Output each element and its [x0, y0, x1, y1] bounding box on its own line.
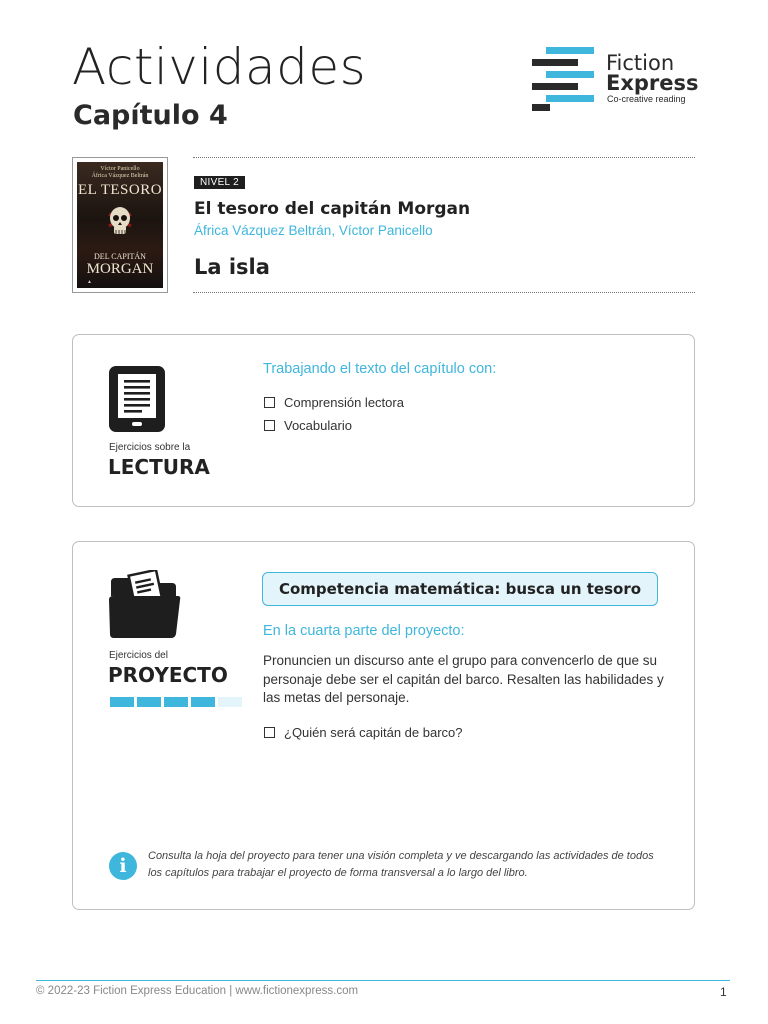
info-icon: i [109, 852, 137, 880]
logo-bar [532, 104, 550, 111]
logo-bar [546, 47, 594, 54]
footer-divider [36, 980, 730, 981]
lectura-small-label: Ejercicios sobre la [109, 442, 191, 453]
checklist-label: Comprensión lectora [284, 395, 404, 410]
project-progress [110, 697, 246, 707]
info-text: Consulta la hoja del proyecto para tener una visión completa y ve descargando las actividades de todos los capítulos para trabajar el proyecto de forma transversal a lo largo del libro. [148, 850, 654, 879]
page-number: 1 [720, 985, 727, 999]
progress-segment [164, 697, 188, 707]
checkbox[interactable] [264, 397, 275, 408]
checkbox[interactable] [264, 727, 275, 738]
logo-text: Express [606, 71, 699, 95]
proyecto-small-label: Ejercicios del [109, 650, 168, 661]
fiction-express-logo [532, 46, 702, 114]
book-cover [72, 157, 168, 293]
progress-segment [137, 697, 161, 707]
logo-text: Fiction [606, 51, 675, 75]
book-authors: África Vázquez Beltrán, Víctor Panicello [194, 223, 433, 238]
proyecto-heading: En la cuarta parte del proyecto: [263, 623, 465, 639]
divider [193, 157, 695, 158]
progress-segment [191, 697, 215, 707]
page-title: Actividades [72, 38, 367, 96]
checklist-label: Vocabulario [284, 418, 352, 433]
logo-bar [546, 71, 594, 78]
proyecto-body: Pronuncien un discurso ante el grupo para convencerlo de que su personaje debe ser el capitán del barco. Resalten las habilidades y las metas del personaje. [263, 653, 664, 705]
folder-icon [108, 570, 182, 640]
chapter-title: Capítulo 4 [73, 100, 228, 131]
cover-author: África Vázquez Beltrán [91, 173, 149, 179]
cover-title: MORGAN [86, 261, 154, 277]
cover-title: DEL CAPITÁN [94, 252, 146, 261]
chapter-name: La isla [194, 255, 270, 279]
logo-bar [532, 59, 578, 66]
competencia-pill: Competencia matemática: busca un tesoro [262, 572, 658, 606]
footer-copyright: © 2022-23 Fiction Express Education | www.fictionexpress.com [36, 985, 359, 997]
publisher-icon: ▲ [87, 279, 92, 285]
cover-author: Víctor Panicello [100, 166, 140, 172]
ereader-icon [108, 365, 168, 433]
logo-bar [546, 95, 594, 102]
skull-icon [105, 204, 135, 240]
checkbox[interactable] [264, 420, 275, 431]
lectura-heading: Trabajando el texto del capítulo con: [263, 361, 497, 377]
cover-title: EL TESORO [77, 182, 163, 198]
book-title: El tesoro del capitán Morgan [194, 199, 471, 219]
logo-bar [532, 83, 578, 90]
progress-segment [218, 697, 242, 707]
logo-tagline: Co-creative reading [607, 94, 686, 104]
checklist-item[interactable] [264, 418, 352, 433]
checklist-label: ¿Quién será capitán de barco? [284, 725, 463, 740]
proyecto-label: PROYECTO [108, 663, 228, 687]
divider [193, 292, 695, 293]
progress-segment [110, 697, 134, 707]
lectura-label: LECTURA [108, 455, 210, 479]
book-cover-art [77, 162, 163, 288]
level-badge: NIVEL 2 [194, 176, 245, 189]
checklist-item[interactable] [264, 725, 463, 740]
checklist-item[interactable] [264, 395, 404, 410]
